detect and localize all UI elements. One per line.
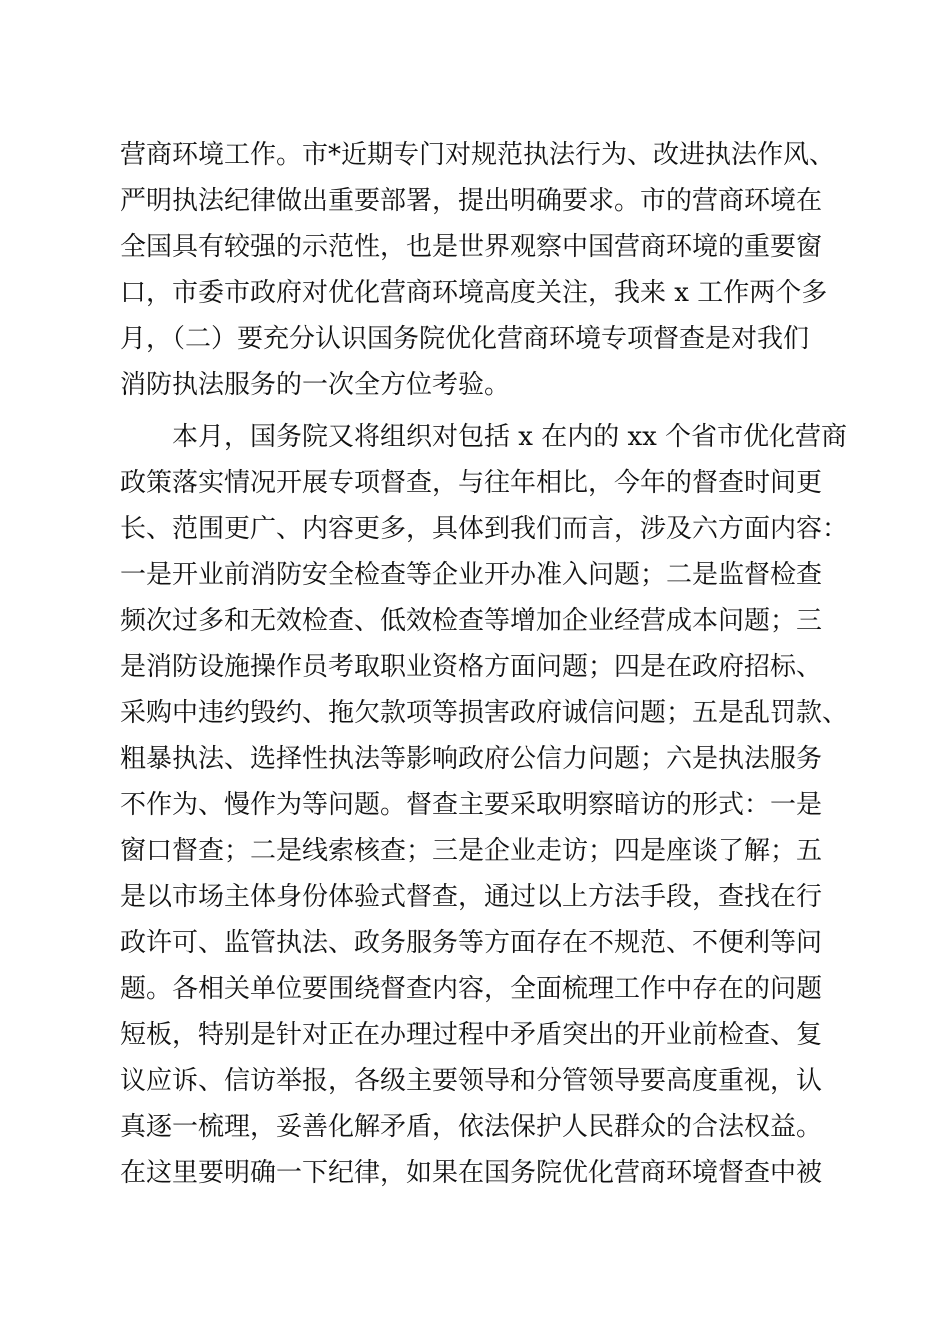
paragraph-2	[120, 414, 849, 1196]
text-line: 口，市委市政府对优化营商环境高度关注，我来 x 工作两个多	[120, 278, 828, 308]
text-line: 全国具有较强的示范性，也是世界观察中国营商环境的重要窗	[120, 232, 823, 262]
text-line: 本月，国务院又将组织对包括 x 在内的 xx 个省市优化营商	[120, 422, 848, 452]
text-line: 政许可、监管执法、政务服务等方面存在不规范、不便利等问	[120, 928, 823, 958]
paragraph-1	[120, 132, 840, 408]
text-line: 月，（二）要充分认识国务院优化营商环境专项督查是对我们	[120, 324, 810, 354]
text-line: 是以市场主体身份体验式督查，通过以上方法手段，查找在行	[120, 882, 823, 912]
text-line: 频次过多和无效检查、低效检查等增加企业经营成本问题；三	[120, 606, 823, 636]
text-line: 不作为、慢作为等问题。督查主要采取明察暗访的形式：一是	[120, 790, 823, 820]
text-line: 窗口督查；二是线索核查；三是企业走访；四是座谈了解；五	[120, 836, 823, 866]
text-line: 短板，特别是针对正在办理过程中矛盾突出的开业前检查、复	[120, 1020, 823, 1050]
text-line: 长、范围更广、内容更多，具体到我们而言，涉及六方面内容：	[120, 514, 849, 544]
text-line: 消防执法服务的一次全方位考验。	[120, 370, 511, 400]
text-line: 一是开业前消防安全检查等企业开办准入问题；二是监督检查	[120, 560, 823, 590]
text-line: 是消防设施操作员考取职业资格方面问题；四是在政府招标、	[120, 652, 823, 682]
text-line: 真逐一梳理，妥善化解矛盾，依法保护人民群众的合法权益。	[120, 1112, 823, 1142]
text-line: 严明执法纪律做出重要部署，提出明确要求。市的营商环境在	[120, 186, 823, 216]
text-line: 采购中违约毁约、拖欠款项等损害政府诚信问题；五是乱罚款、	[120, 698, 849, 728]
text-line: 题。各相关单位要围绕督查内容，全面梳理工作中存在的问题	[120, 974, 823, 1004]
text-line: 议应诉、信访举报，各级主要领导和分管领导要高度重视，认	[120, 1066, 823, 1096]
text-line: 营商环境工作。市*近期专门对规范执法行为、改进执法作风、	[120, 140, 836, 170]
text-line: 在这里要明确一下纪律，如果在国务院优化营商环境督查中被	[120, 1158, 823, 1188]
text-line: 政策落实情况开展专项督查，与往年相比，今年的督查时间更	[120, 468, 823, 498]
text-line: 粗暴执法、选择性执法等影响政府公信力问题；六是执法服务	[120, 744, 823, 774]
document-body	[120, 132, 849, 1196]
